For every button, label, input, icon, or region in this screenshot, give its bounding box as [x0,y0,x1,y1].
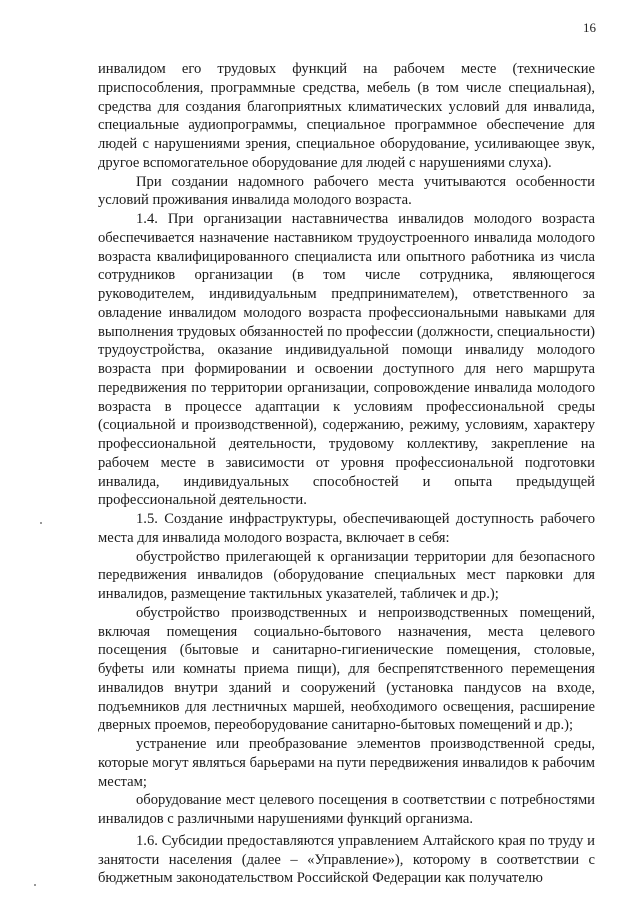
paragraph-continuation: инвалидом его трудовых функций на рабочем месте (технические приспособления, программные средства, мебель (в том числе специальная), средства для создания благоприятных климатических условий для инвалида, специальные аудиопрограммы, специальное программное обеспечение для людей с нарушениями зрения, специальное оборудование, усиливающее звук, другое вспомогательное оборудование для людей с нарушениями слуха). [98,61,595,171]
page-number: 16 [583,20,596,35]
list-item-equipment: оборудование мест целевого посещения в соответствии с потребностями инвалидов с различными нарушениями функций организма. [98,792,595,827]
scan-speck [40,522,42,524]
list-item-barriers: устранение или преобразование элементов производственной среды, которые могут являться барьерами на пути передвижения инвалидов к рабочим местам; [98,736,595,790]
paragraph-1-4-mentoring: 1.4. При организации наставничества инвалидов молодого возраста обеспечивается назначение наставником трудоустроенного инвалида молодого возраста квалифицированного специалиста или опытного работника из числа сотрудников организации (в том числе сотрудника, являющегося руководителем, индивидуальным предпринимателем), ответственного за овладение инвалидом молодого возраста профессиональными навыками для выполнения трудовых обязанностей по профессии (должности, специальности) трудоустройства, оказание индивидуальной помощи инвалиду молодого возраста при формировании и освоении доступного для него маршрута передвижения по территории организации, сопровождение инвалида молодого возраста в процессе адаптации к условиям профессиональной среды (социальной и производственной), содержанию, режиму, условиям, характеру профессиональной деятельности, трудовому коллективу, закрепление на рабочем месте в зависимости от уровня профессиональной подготовки инвалида, индивидуальных способностей и опыта предыдущей профессиональной деятельности. [98,211,595,509]
document-body [98,60,595,888]
list-item-premises: обустройство производственных и непроизводственных помещений, включая помещения социально-бытового назначения, места целевого посещения (бытовые и санитарно-гигиенические помещения, столовые, буфеты или комнаты приема пищи), для беспрепятственного перемещения инвалидов внутри зданий и сооружений (установка пандусов на входе, подъемников для лестничных маршей, необходимого освещения, расширение дверных проемов, переоборудование санитарно-бытовых помещений и др.); [98,604,595,734]
scan-speck [34,884,36,886]
paragraph-1-6-subsidies: 1.6. Субсидии предоставляются управлением Алтайского края по труду и занятости населения (далее – «Управление»), которому в соответствии с бюджетным законодательством Российской Федерации как получателю [98,832,595,887]
paragraph-1-5-infrastructure: 1.5. Создание инфраструктуры, обеспечивающей доступность рабочего места для инвалида молодого возраста, включает в себя: [98,511,595,546]
paragraph-home-workplace: При создании надомного рабочего места учитываются особенности условий проживания инвалида молодого возраста. [98,173,595,209]
list-item-territory: обустройство прилегающей к организации территории для безопасного передвижения инвалидов (оборудование специальных мест парковки для инвалидов, размещение тактильных указателей, табличек и др.); [98,548,595,602]
